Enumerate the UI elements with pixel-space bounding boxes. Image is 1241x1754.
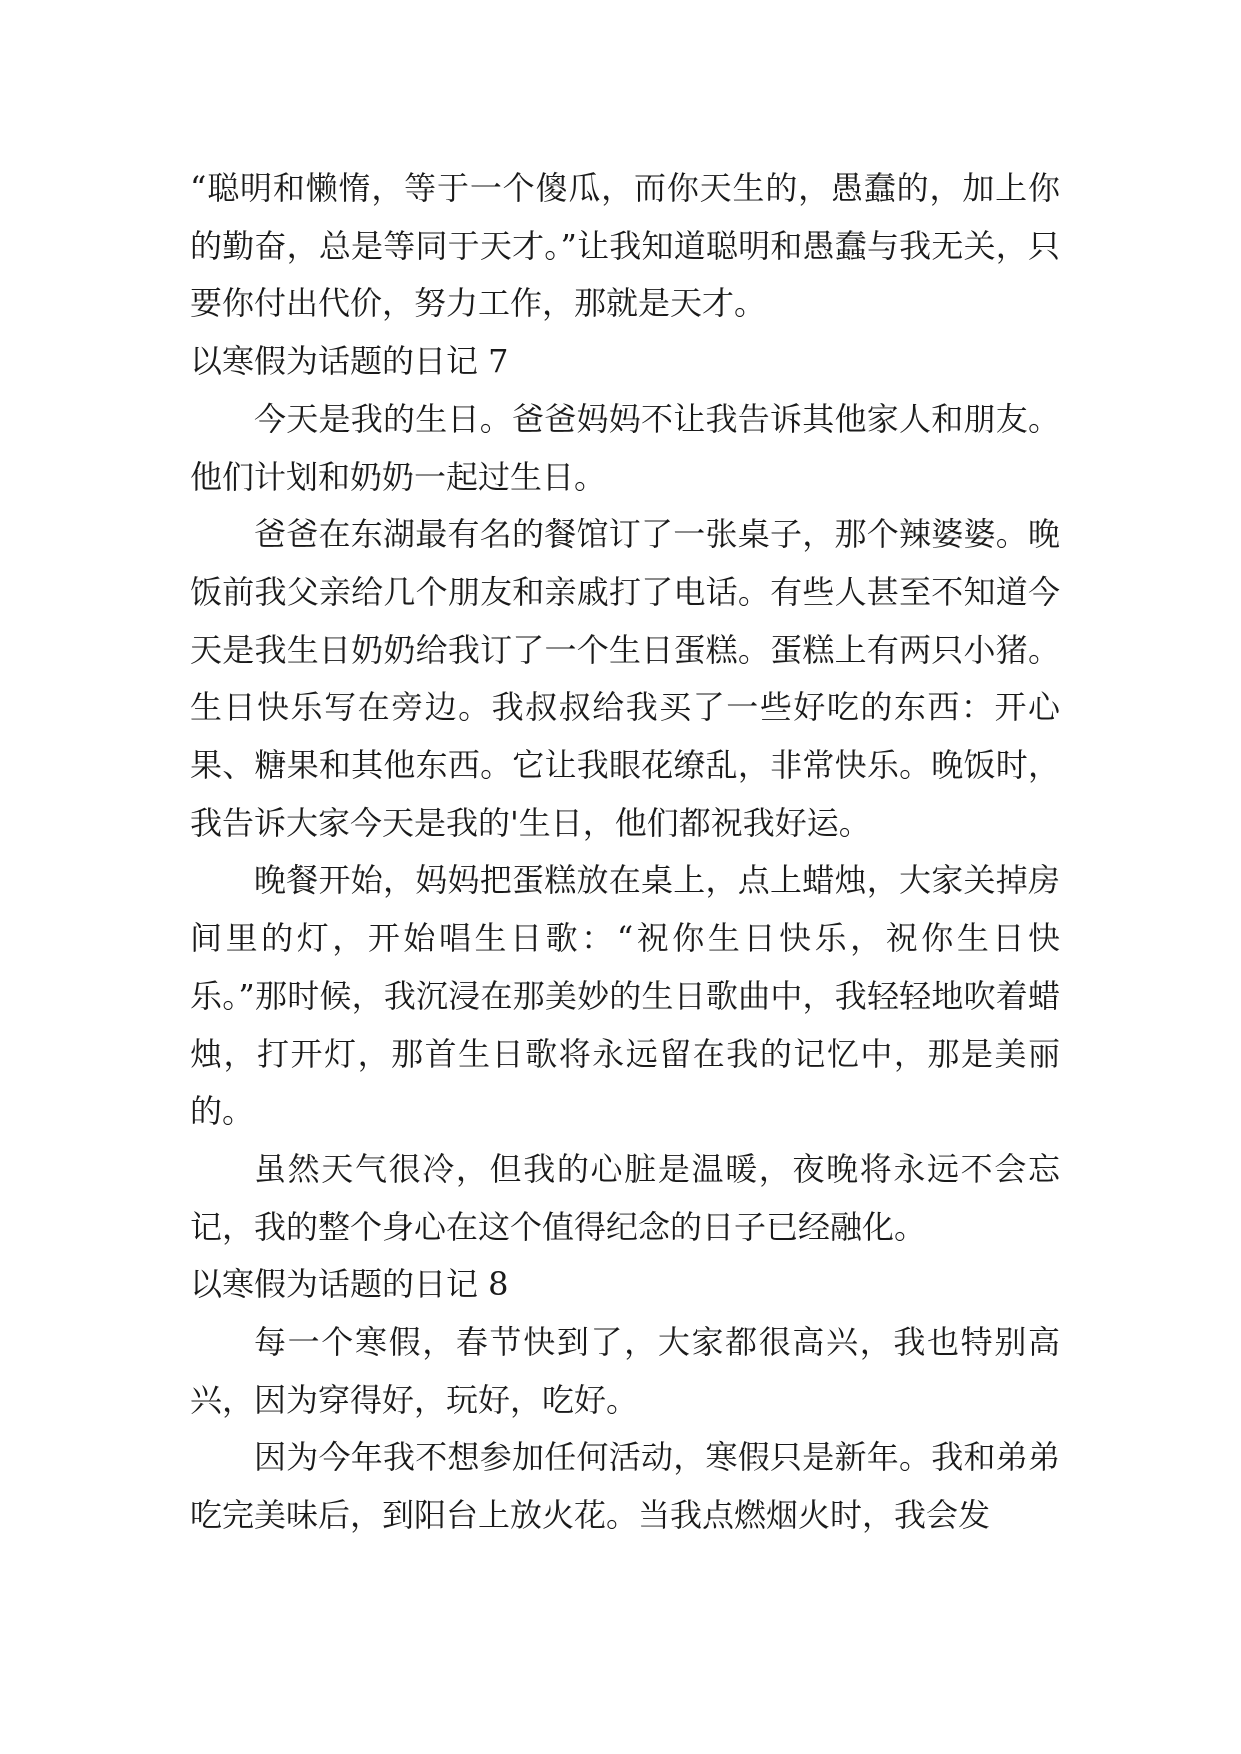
section-heading-diary-7: 以寒假为话题的日记 7 [190, 342, 509, 381]
paragraph-intro: “聪明和懒惰，等于一个傻瓜，而你天生的，愚蠢的，加上你的勤奋，总是等同于天才。”让我知道聪明和愚蠢与我无关，只要你付出代价，努力工作，那就是天才。 [190, 169, 1060, 323]
paragraph-fireworks: 因为今年我不想参加任何活动，寒假只是新年。我和弟弟吃完美味后，到阳台上放火花。当我点燃烟火时，我会发 [190, 1438, 1060, 1535]
paragraph-birthday: 今天是我的生日。爸爸妈妈不让我告诉其他家人和朋友。他们计划和奶奶一起过生日。 [190, 399, 1060, 496]
paragraph-dinner: 晚餐开始，妈妈把蛋糕放在桌上，点上蜡烛，大家关掉房间里的灯，开始唱生日歌：“祝你生日快乐，祝你生日快乐。”那时候，我沉浸在那美妙的生日歌曲中，我轻轻地吹着蜡烛，打开灯，那首生日歌将永远留在我的记忆中，那是美丽的。 [190, 861, 1060, 1131]
section-heading-diary-8: 以寒假为话题的日记 8 [190, 1265, 509, 1304]
paragraph-restaurant: 爸爸在东湖最有名的餐馆订了一张桌子，那个辣婆婆。晚饭前我父亲给几个朋友和亲戚打了电话。有些人甚至不知道今天是我生日奶奶给我订了一个生日蛋糕。蛋糕上有两只小猪。生日快乐写在旁边。我叔叔给我买了一些好吃的东西：开心果、糖果和其他东西。它让我眼花缭乱，非常快乐。晚饭时，我告诉大家今天是我的'生日，他们都祝我好运。 [190, 515, 1060, 842]
document-page [190, 160, 1060, 1545]
paragraph-spring-festival: 每一个寒假，春节快到了，大家都很高兴，我也特别高兴，因为穿得好，玩好，吃好。 [190, 1323, 1060, 1419]
paragraph-warm-heart: 虽然天气很冷，但我的心脏是温暖，夜晚将永远不会忘记，我的整个身心在这个值得纪念的日子已经融化。 [190, 1149, 1060, 1246]
